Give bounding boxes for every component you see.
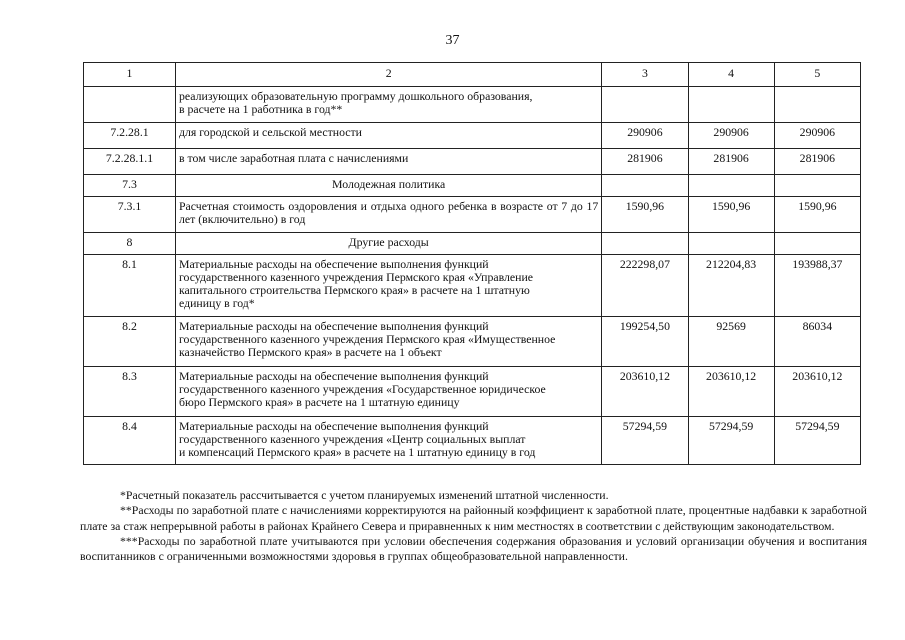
row-code: 8.3: [84, 367, 176, 417]
row-text: Расчетная стоимость оздоровления и отдыха одного ребенка в возрасте от 7 до 17 лет (включительно) в год: [176, 197, 602, 233]
table-header-row: [84, 63, 861, 87]
row-value-4: [688, 175, 774, 197]
row-text: Материальные расходы на обеспечение выполнения функций государственного казенного учреждения «Центр социальных выплат и компенсаций Пермского края» в расчете на 1 штатную единицу в год: [176, 417, 602, 465]
row-value-4: 1590,96: [688, 197, 774, 233]
row-value-3: 203610,12: [602, 367, 688, 417]
row-value-4: 290906: [688, 123, 774, 149]
table-row: [84, 317, 861, 367]
row-value-5: 290906: [774, 123, 860, 149]
row-value-5: 193988,37: [774, 255, 860, 317]
header-cell: 4: [688, 63, 774, 87]
row-value-3: 281906: [602, 149, 688, 175]
table-row: [84, 87, 861, 123]
row-text: в том числе заработная плата с начислениями: [176, 149, 602, 175]
header-cell: 2: [176, 63, 602, 87]
row-text: Материальные расходы на обеспечение выполнения функций государственного казенного учреждения Пермского края «Имущественное казначейство Пермского края» в расчете на 1 объект: [176, 317, 602, 367]
row-value-5: 86034: [774, 317, 860, 367]
row-value-4: 212204,83: [688, 255, 774, 317]
row-value-4: 92569: [688, 317, 774, 367]
row-code: 8.4: [84, 417, 176, 465]
row-value-5: 57294,59: [774, 417, 860, 465]
table-row: [84, 255, 861, 317]
row-code: 7.3: [84, 175, 176, 197]
header-cell: 5: [774, 63, 860, 87]
section-title: Молодежная политика: [176, 175, 602, 197]
row-text: реализующих образовательную программу дошкольного образования, в расчете на 1 работника в год**: [176, 87, 602, 123]
row-value-5: 281906: [774, 149, 860, 175]
row-value-3: 57294,59: [602, 417, 688, 465]
table-row: [84, 149, 861, 175]
row-value-3: 199254,50: [602, 317, 688, 367]
row-code: 8.1: [84, 255, 176, 317]
row-value-4: 281906: [688, 149, 774, 175]
row-value-5: 203610,12: [774, 367, 860, 417]
header-cell: 3: [602, 63, 688, 87]
row-value-4: 57294,59: [688, 417, 774, 465]
page-number: 37: [445, 33, 460, 48]
section-row: [84, 175, 861, 197]
table-row: [84, 197, 861, 233]
row-value-4: [688, 87, 774, 123]
row-value-5: [774, 175, 860, 197]
data-table: [83, 62, 861, 465]
section-row: [84, 233, 861, 255]
row-value-4: [688, 233, 774, 255]
row-code: 7.2.28.1: [84, 123, 176, 149]
row-value-3: [602, 87, 688, 123]
row-code: 8: [84, 233, 176, 255]
row-code: [84, 87, 176, 123]
table-row: [84, 367, 861, 417]
row-text: Материальные расходы на обеспечение выполнения функций государственного казенного учреждения «Государственное юридическое бюро Пермского края» в расчете на 1 штатную единицу: [176, 367, 602, 417]
section-title: Другие расходы: [176, 233, 602, 255]
row-value-5: 1590,96: [774, 197, 860, 233]
row-code: 7.2.28.1.1: [84, 149, 176, 175]
row-text: для городской и сельской местности: [176, 123, 602, 149]
row-code: 8.2: [84, 317, 176, 367]
row-value-4: 203610,12: [688, 367, 774, 417]
footnote-1: *Расчетный показатель рассчитывается с учетом планируемых изменений штатной численности.: [120, 488, 609, 502]
row-value-3: 290906: [602, 123, 688, 149]
row-value-3: [602, 233, 688, 255]
row-value-3: [602, 175, 688, 197]
row-value-3: 222298,07: [602, 255, 688, 317]
table-row: [84, 123, 861, 149]
footnote-2: **Расходы по заработной плате с начислениями корректируются на районный коэффициент к заработной плате, процентные надбавки к заработной плате за стаж непрерывной работы в районах Крайнего Севера и приравненных к ним местностях в соответствии с действующим законодательством.: [80, 503, 867, 533]
row-value-3: 1590,96: [602, 197, 688, 233]
header-cell: 1: [84, 63, 176, 87]
footnote-3: ***Расходы по заработной плате учитываются при условии обеспечения содержания образования и условий организации обучения и воспитания воспитанников с ограниченными возможностями здоровья в группах общеобразовательной направленности.: [80, 533, 867, 564]
row-text: Материальные расходы на обеспечение выполнения функций государственного казенного учреждения Пермского края «Управление капитального строительства Пермского края» в расчете на 1 штатную единицу в год*: [176, 255, 602, 317]
row-value-5: [774, 233, 860, 255]
footnotes: [80, 488, 867, 564]
row-value-5: [774, 87, 860, 123]
table-row: [84, 417, 861, 465]
row-code: 7.3.1: [84, 197, 176, 233]
